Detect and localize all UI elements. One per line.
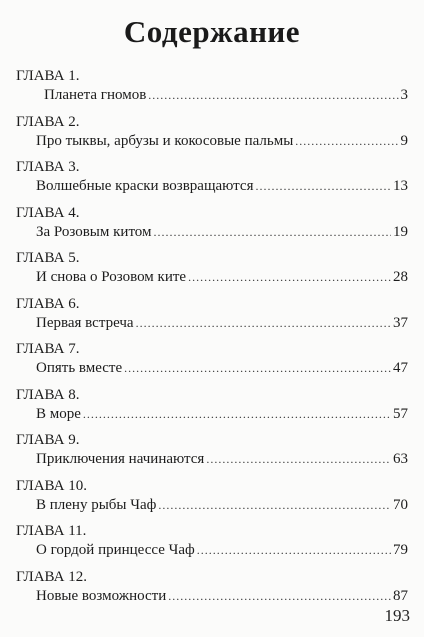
chapter-title: Приключения начинаются xyxy=(36,451,205,467)
toc-line xyxy=(36,313,408,333)
page-number: 47 xyxy=(393,360,408,376)
folio-page-number: 193 xyxy=(384,606,410,625)
page-number: 57 xyxy=(393,405,408,422)
chapter-title: Планета гномов xyxy=(44,87,147,103)
toc-entry xyxy=(16,295,408,341)
page-number: 79 xyxy=(393,542,408,558)
chapter-number: ГЛАВА 5. xyxy=(16,250,80,266)
chapter-number: ГЛАВА 12. xyxy=(16,568,87,585)
toc-line xyxy=(36,404,408,424)
page-title: Содержание xyxy=(123,14,301,49)
page-number: 63 xyxy=(393,451,408,467)
page-number: 28 xyxy=(393,269,408,285)
toc-entry xyxy=(16,113,408,159)
chapter-title: И снова о Розовом ките xyxy=(36,269,187,285)
chapter-number: ГЛАВА 4. xyxy=(16,204,80,221)
dot-leader xyxy=(188,267,391,287)
toc-entry xyxy=(16,477,408,523)
toc-entry xyxy=(16,340,408,386)
chapter-title: Волшебные краски возвращаются xyxy=(36,178,254,194)
chapter-number: ГЛАВА 6. xyxy=(16,295,80,312)
toc-entry xyxy=(16,249,408,295)
toc-entry xyxy=(16,386,408,432)
chapter-number: ГЛАВА 10. xyxy=(16,477,87,494)
toc-entry xyxy=(16,522,408,568)
dot-leader xyxy=(83,404,391,424)
dot-leader xyxy=(168,586,391,606)
toc-line xyxy=(36,222,408,242)
chapter-title: Новые возможности xyxy=(36,587,167,604)
page-number: 37 xyxy=(393,314,408,331)
chapter-title: О гордой принцессе Чаф xyxy=(36,542,195,558)
toc-line xyxy=(36,358,408,378)
chapter-title: Первая встреча xyxy=(36,314,134,331)
chapter-title: Опять вместе xyxy=(36,360,123,376)
page-number: 70 xyxy=(393,496,408,513)
toc-line xyxy=(36,85,408,105)
toc-line xyxy=(36,131,408,151)
toc-entry xyxy=(16,204,408,250)
chapter-number: ГЛАВА 1. xyxy=(16,68,80,84)
chapter-title: Про тыквы, арбузы и кокосовые пальмы xyxy=(36,132,294,149)
toc-line xyxy=(36,586,408,606)
dot-leader xyxy=(136,313,391,333)
toc-entry xyxy=(16,158,408,204)
dot-leader xyxy=(158,495,391,515)
chapter-title: В плену рыбы Чаф xyxy=(36,496,157,513)
page-number: 19 xyxy=(393,223,408,240)
page-number: 87 xyxy=(393,587,408,604)
chapter-number: ГЛАВА 11. xyxy=(16,523,87,539)
toc-entry xyxy=(16,67,408,113)
chapter-title: За Розовым китом xyxy=(36,223,152,240)
toc-line xyxy=(36,267,408,287)
dot-leader xyxy=(295,131,398,151)
toc-entry xyxy=(16,568,408,614)
chapter-number: ГЛАВА 2. xyxy=(16,113,80,130)
chapter-number: ГЛАВА 9. xyxy=(16,432,80,448)
page-number: 9 xyxy=(400,132,408,149)
chapter-number: ГЛАВА 8. xyxy=(16,386,80,403)
toc-line xyxy=(36,540,408,560)
chapter-number: ГЛАВА 7. xyxy=(16,341,80,357)
toc-entry xyxy=(16,431,408,477)
dot-leader xyxy=(206,449,391,469)
dot-leader xyxy=(124,358,391,378)
chapter-title: В море xyxy=(36,405,81,422)
table-of-contents xyxy=(16,67,408,613)
dot-leader xyxy=(154,222,391,242)
dot-leader xyxy=(197,540,391,560)
toc-line xyxy=(36,495,408,515)
dot-leader xyxy=(255,176,391,196)
page-number: 13 xyxy=(393,178,408,194)
page-number: 3 xyxy=(400,87,408,103)
dot-leader xyxy=(148,85,398,105)
toc-line xyxy=(36,449,408,469)
toc-line xyxy=(36,176,408,196)
chapter-number: ГЛАВА 3. xyxy=(16,159,80,175)
